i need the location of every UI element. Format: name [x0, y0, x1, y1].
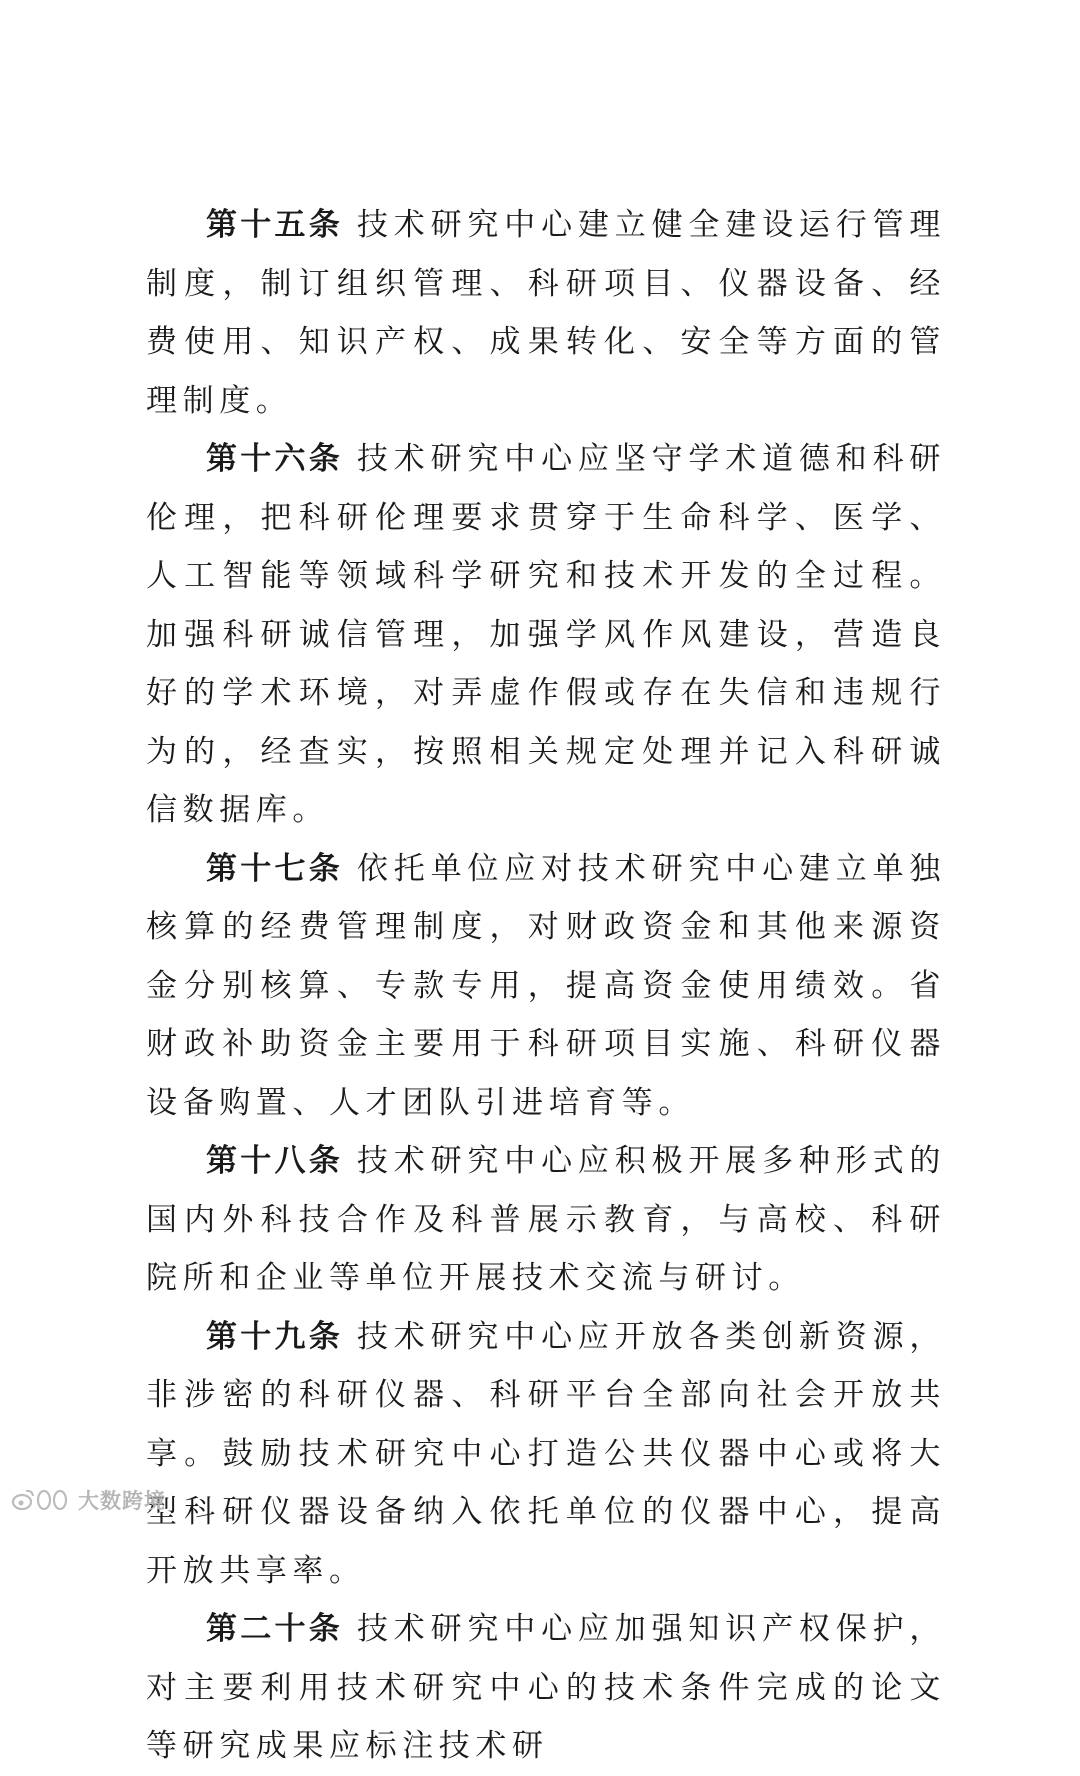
article-number: 第十六条 [206, 441, 343, 477]
article-number: 第二十条 [206, 1611, 343, 1647]
article-text: 依托单位应对技术研究中心建立单独核算的经费管理制度，对财政资金和其他来源资金分别核算、专款专用，提高资金使用绩效。省财政补助资金主要用于科研项目实施、科研仪器设备购置、人才团队引进培育等。 [146, 850, 947, 1121]
article-text: 技术研究中心应加强知识产权保护，对主要利用技术研究中心的技术条件完成的论文等研究成果应标注技术研 [146, 1611, 947, 1764]
article-16 [146, 430, 946, 840]
article-text: 技术研究中心建立健全建设运行管理制度，制订组织管理、科研项目、仪器设备、经费使用、知识产权、成果转化、安全等方面的管理制度。 [146, 207, 947, 419]
article-text: 技术研究中心应积极开展多种形式的国内外科技合作及科普展示教育，与高校、科研院所和企业等单位开展技术交流与研讨。 [146, 1143, 947, 1296]
article-text: 技术研究中心应开放各类创新资源，非涉密的科研仪器、科研平台全部向社会开放共享。鼓励技术研究中心打造公共仪器中心或将大型科研仪器设备纳入依托单位的仪器中心，提高开放共享率。 [146, 1318, 947, 1589]
watermark-text: 大数跨境 [78, 1489, 166, 1513]
article-number: 第十八条 [206, 1143, 343, 1179]
article-number: 第十五条 [206, 207, 343, 243]
article-18 [146, 1132, 946, 1308]
article-17 [146, 840, 946, 1133]
article-number: 第十九条 [206, 1318, 343, 1355]
document-page [146, 196, 946, 1776]
article-text: 技术研究中心应坚守学术道德和科研伦理，把科研伦理要求贯穿于生命科学、医学、人工智能等领域科学研究和技术开发的全过程。加强科研诚信管理，加强学风作风建设，营造良好的学术环境，对弄虚作假或存在失信和违规行为的，经查实，按照相关规定处理并记入科研诚信数据库。 [146, 441, 947, 828]
article-20 [146, 1600, 946, 1776]
article-number: 第十七条 [206, 850, 343, 887]
article-15 [146, 196, 946, 430]
weibo-watermark-icon [10, 1485, 74, 1515]
article-19 [146, 1308, 946, 1601]
watermark [10, 1483, 166, 1517]
